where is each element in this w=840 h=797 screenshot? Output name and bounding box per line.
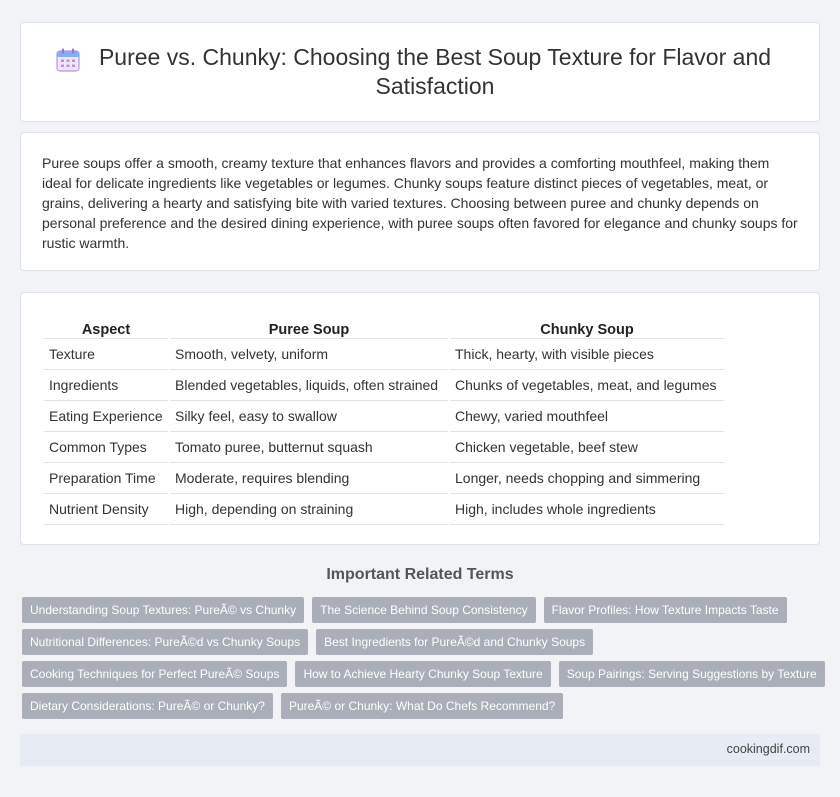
cell-chunky: Longer, needs chopping and simmering	[450, 463, 724, 494]
footer	[20, 734, 820, 766]
related-term-tag[interactable]: Soup Pairings: Serving Suggestions by Texture	[559, 661, 825, 687]
cell-puree: Smooth, velvety, uniform	[170, 339, 448, 370]
cell-aspect: Ingredients	[44, 370, 168, 401]
header-puree-soup: Puree Soup	[170, 317, 448, 339]
table-row	[44, 432, 724, 463]
comparison-table	[42, 317, 726, 525]
cell-puree: Moderate, requires blending	[170, 463, 448, 494]
cell-aspect: Preparation Time	[44, 463, 168, 494]
header-card	[20, 22, 820, 122]
header-aspect: Aspect	[44, 317, 168, 339]
cell-chunky: High, includes whole ingredients	[450, 494, 724, 525]
cell-aspect: Nutrient Density	[44, 494, 168, 525]
cell-chunky: Thick, hearty, with visible pieces	[450, 339, 724, 370]
table-row	[44, 401, 724, 432]
related-terms-title: Important Related Terms	[326, 566, 514, 583]
cell-aspect: Eating Experience	[44, 401, 168, 432]
related-term-tag[interactable]: Cooking Techniques for Perfect PureÃ© Soups	[22, 661, 287, 687]
related-terms-list	[22, 597, 822, 725]
related-term-tag[interactable]: How to Achieve Hearty Chunky Soup Texture	[295, 661, 550, 687]
site-name: cookingdif.com	[726, 742, 810, 756]
table-row	[44, 463, 724, 494]
cell-chunky: Chicken vegetable, beef stew	[450, 432, 724, 463]
related-term-tag[interactable]: Best Ingredients for PureÃ©d and Chunky Soups	[316, 629, 593, 655]
related-term-tag[interactable]: Nutritional Differences: PureÃ©d vs Chunky Soups	[22, 629, 308, 655]
table-header-row	[44, 317, 724, 339]
related-term-tag[interactable]: Dietary Considerations: PureÃ© or Chunky?	[22, 693, 273, 719]
related-term-tag[interactable]: PureÃ© or Chunky: What Do Chefs Recommend?	[281, 693, 563, 719]
intro-paragraph: Puree soups offer a smooth, creamy texture that enhances flavors and provides a comforting mouthfeel, making them ideal for delicate ingredients like vegetables or legumes. Chunky soups feature distinct pieces of vegetables, meat, or grains, delivering a hearty and satisfying bite with varied textures. Choosing between puree and chunky depends on personal preference and the desired dining experience, with puree soups often favored for elegance and chunky soups for rustic warmth.	[42, 155, 798, 251]
cell-chunky: Chewy, varied mouthfeel	[450, 401, 724, 432]
table-row	[44, 370, 724, 401]
cell-aspect: Texture	[44, 339, 168, 370]
related-term-tag[interactable]: Understanding Soup Textures: PureÃ© vs Chunky	[22, 597, 304, 623]
cell-puree: Silky feel, easy to swallow	[170, 401, 448, 432]
intro-card	[20, 132, 820, 271]
table-row	[44, 494, 724, 525]
cell-puree: Tomato puree, butternut squash	[170, 432, 448, 463]
page-title: Puree vs. Chunky: Choosing the Best Soup Texture for Flavor and Satisfaction	[98, 44, 772, 99]
cell-chunky: Chunks of vegetables, meat, and legumes	[450, 370, 724, 401]
header-chunky-soup: Chunky Soup	[450, 317, 724, 339]
comparison-table-card	[20, 292, 820, 545]
cell-puree: Blended vegetables, liquids, often strained	[170, 370, 448, 401]
related-term-tag[interactable]: Flavor Profiles: How Texture Impacts Taste	[544, 597, 787, 623]
cell-aspect: Common Types	[44, 432, 168, 463]
related-term-tag[interactable]: The Science Behind Soup Consistency	[312, 597, 535, 623]
table-row	[44, 339, 724, 370]
cell-puree: High, depending on straining	[170, 494, 448, 525]
